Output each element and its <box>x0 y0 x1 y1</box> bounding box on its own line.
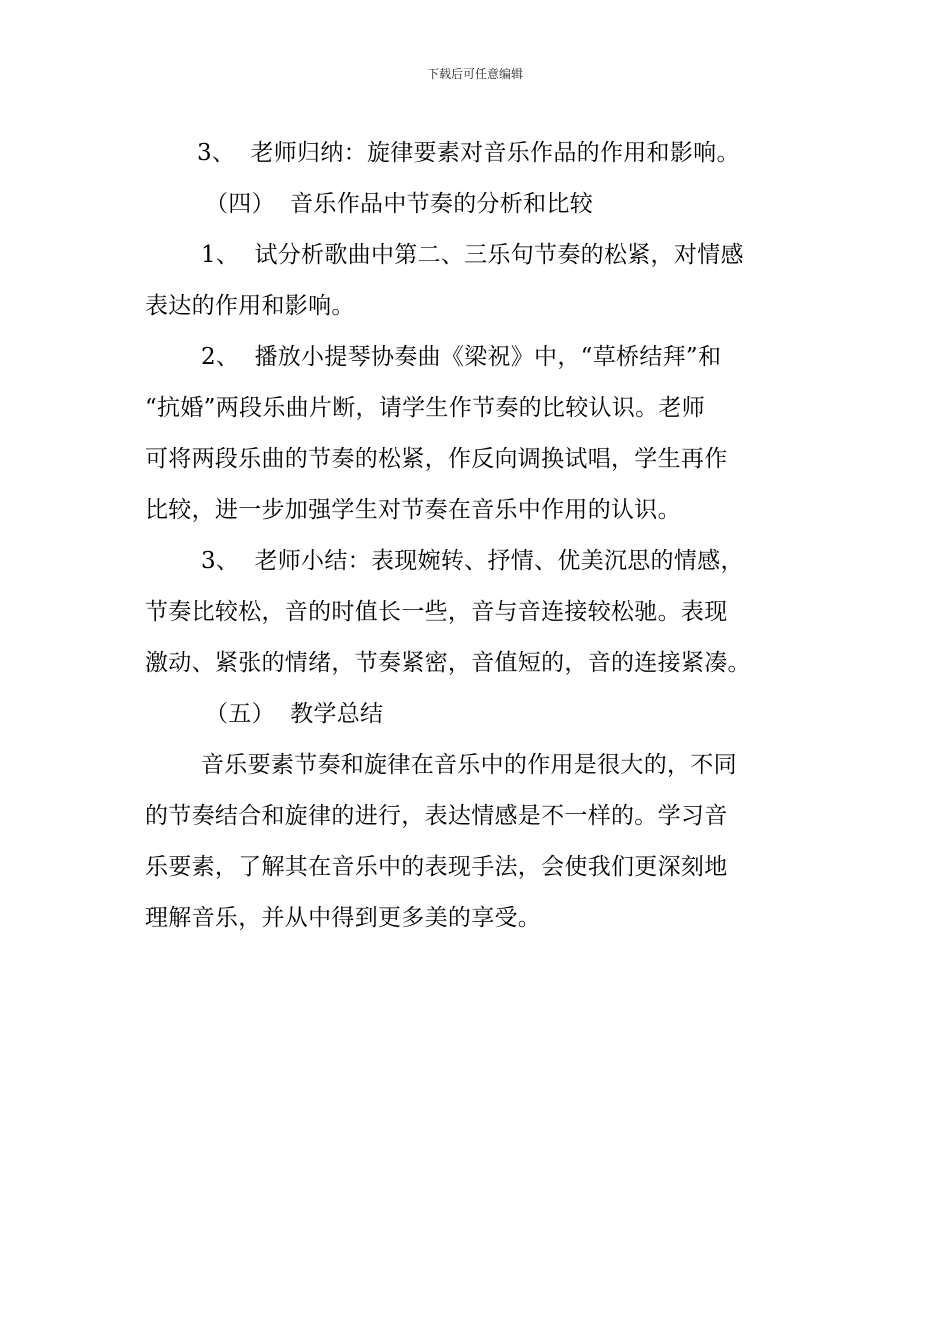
section-heading: （四） 音乐作品中节奏的分析和比较 <box>205 191 594 217</box>
paragraph-line: 3、 老师小结：表现婉转、抒情、优美沉思的情感， <box>201 548 744 574</box>
paragraph-line: 比较，进一步加强学生对节奏在音乐中作用的认识。 <box>145 497 681 523</box>
section-heading: （五） 教学总结 <box>205 701 384 727</box>
paragraph-line: 2、 播放小提琴协奏曲《梁祝》中，“草桥结拜”和 <box>201 344 722 370</box>
page-header-note: 下载后可任意编辑 <box>426 67 523 81</box>
paragraph-line: 1、 试分析歌曲中第二、三乐句节奏的松紧，对情感 <box>201 242 744 268</box>
paragraph-line: 乐要素，了解其在音乐中的表现手法，会使我们更深刻地 <box>145 854 728 880</box>
paragraph-line: 表达的作用和影响。 <box>145 293 355 319</box>
paragraph-line: 3、 老师归纳：旋律要素对音乐作品的作用和影响。 <box>197 140 740 166</box>
document-body <box>145 128 810 944</box>
paragraph-line: 音乐要素节奏和旋律在音乐中的作用是很大的，不同 <box>201 752 737 778</box>
paragraph-line: 激动、紧张的情绪，节奏紧密，音值短的，音的连接紧凑。 <box>145 650 751 676</box>
paragraph-line: 节奏比较松，音的时值长一些，音与音连接较松驰。表现 <box>145 599 728 625</box>
paragraph-line: 理解音乐，并从中得到更多美的享受。 <box>145 905 542 931</box>
paragraph-line: 的节奏结合和旋律的进行，表达情感是不一样的。学习音 <box>145 803 728 829</box>
paragraph-line: “抗婚”两段乐曲片断，请学生作节奏的比较认识。老师 <box>145 395 706 421</box>
paragraph-line: 可将两段乐曲的节奏的松紧，作反向调换试唱，学生再作 <box>145 446 728 472</box>
